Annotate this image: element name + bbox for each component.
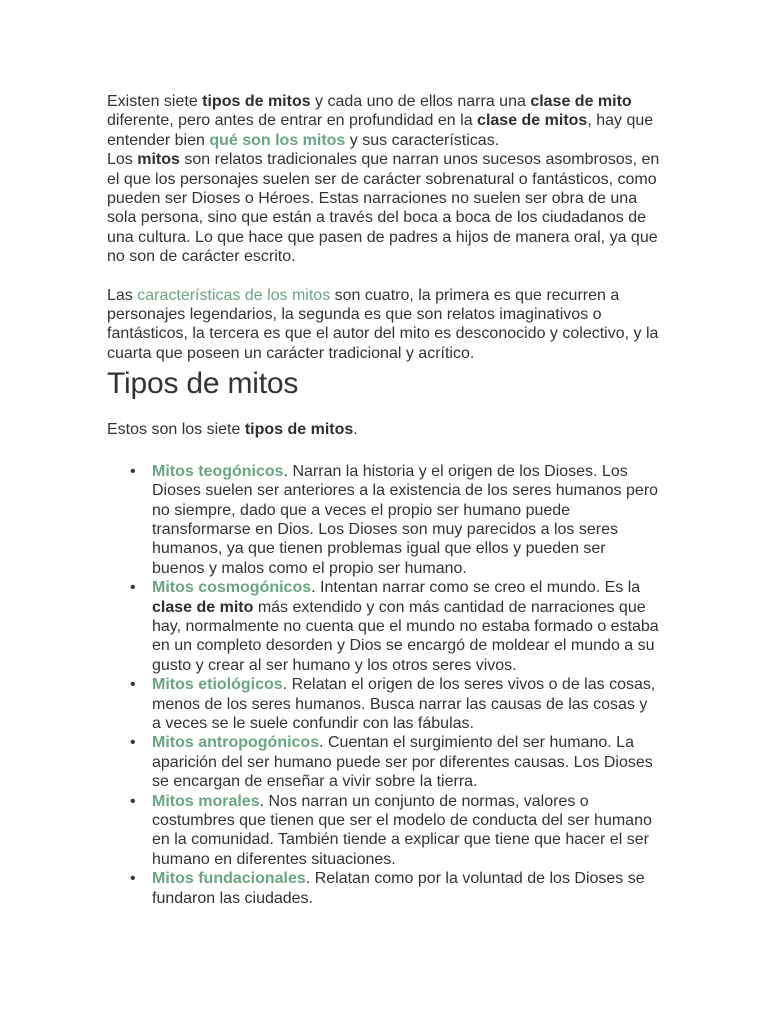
bold-run: clase de mitos [477,112,588,130]
list-item-antropogonicos [130,733,660,791]
bold-run: clase de mito [152,598,254,616]
mitos-antropogonicos-link[interactable]: Mitos antropogónicos [152,734,320,752]
bold-run: clase de mito [530,93,632,110]
list-intro [107,420,668,439]
text-run: . Cuentan el surgimiento del ser humano. La aparición del ser humano puede ser por diferentes causas. Los Dioses se encargan de enseñar a vivir sobre la tierra. [152,734,653,791]
bullet-icon: • [130,870,136,888]
myth-types-list [107,462,660,908]
mitos-morales-link[interactable]: Mitos morales [152,792,260,810]
bullet-icon: • [130,734,136,752]
bullet-icon: • [130,579,136,597]
list-item-etiologicos [130,675,660,733]
caracteristicas-link[interactable]: características de los mitos [137,286,331,304]
text-run: Los [107,151,138,169]
intro-paragraph [107,92,667,150]
text-run: Las [107,286,138,304]
characteristics-paragraph [107,286,667,364]
list-item-teogonicos [130,462,660,578]
mitos-cosmogonicos-link[interactable]: Mitos cosmogónicos [152,579,312,597]
text-run: y sus características. [345,131,500,149]
bullet-icon: • [130,792,136,810]
text-run: . Relatan como por la voluntad de los Dioses se fundaron las ciudades. [152,870,645,907]
text-run: Existen siete [107,93,203,110]
list-item-cosmogonicos [130,578,660,675]
text-run: Estos son los siete [107,421,245,439]
text-run: . [353,421,358,439]
text-run: . Relatan el origen de los seres vivos o de las cosas, menos de los seres humanos. Busca narrar las causas de las cosas y a veces se le suele confundir con las fábulas. [152,676,656,732]
text-run: , hay que entender bien [107,112,654,149]
text-run: . Intentan narrar como se creo el mundo. Es la [311,579,641,597]
list-item-fundacionales [130,869,660,908]
text-run: son cuatro, la primera es que recurren a personajes legendarios, la segunda es que son relatos imaginativos o fantásticos, la tercera es que el autor del mito es desconocido y colectivo, y la cuarta que poseen un carácter tradicional y acrítico. [107,286,659,362]
definition-paragraph [107,150,667,266]
bold-run: tipos de mitos [244,421,354,439]
bold-run: tipos de mitos [202,93,311,110]
text-run: . Nos narran un conjunto de normas, valores o costumbres que tienen que ser el modelo de conducta del ser humano en la comunidad. También tiende a explicar que tiene que hacer el ser humano en diferentes situaciones. [152,792,652,868]
bullet-icon: • [130,462,136,480]
mitos-fundacionales-link[interactable]: Mitos fundacionales [152,870,306,888]
text-run: son relatos tradicionales que narran unos sucesos asombrosos, en el que los personajes suelen ser de carácter sobrenatural o fantásticos, como pueden ser Dioses o Héroes. Estas narraciones no suelen ser obra de una sola persona, sino que están a través del boca a boca de los ciudadanos de una cultura. Lo que hace que pasen de padres a hijos de manera oral, ya que no son de carácter escrito. [107,151,660,266]
text-run: diferente, pero antes de entrar en profundidad en la [107,112,478,130]
text-run: más extendido y con más cantidad de narraciones que hay, normalmente no cuenta que el mundo no estaba formado o estaba en un completo desorden y Dios se encargó de moldear el mundo a su gusto y crear al ser humano y los otros seres vivos. [152,598,659,674]
mitos-teogonicos-link[interactable]: Mitos teogónicos [152,462,284,480]
text-run: y cada uno de ellos narra una [310,93,531,110]
bullet-icon: • [130,676,136,694]
section-heading: Tipos de mitos [107,367,299,401]
mitos-etiologicos-link[interactable]: Mitos etiológicos [152,676,283,694]
list-item-morales [130,792,660,870]
que-son-los-mitos-link[interactable]: qué son los mitos [209,131,346,149]
text-run: . Narran la historia y el origen de los Dioses. Los Dioses suelen ser anteriores a la existencia de los seres humanos pero no siempre, dado que a veces el propio ser humano puede transformarse en Dios. Los Dioses son muy parecidos a los seres humanos, ya que tienen problemas igual que ellos y pueden ser buenos y malos como el propio ser humano. [152,462,659,577]
bold-run: mitos [137,151,180,169]
